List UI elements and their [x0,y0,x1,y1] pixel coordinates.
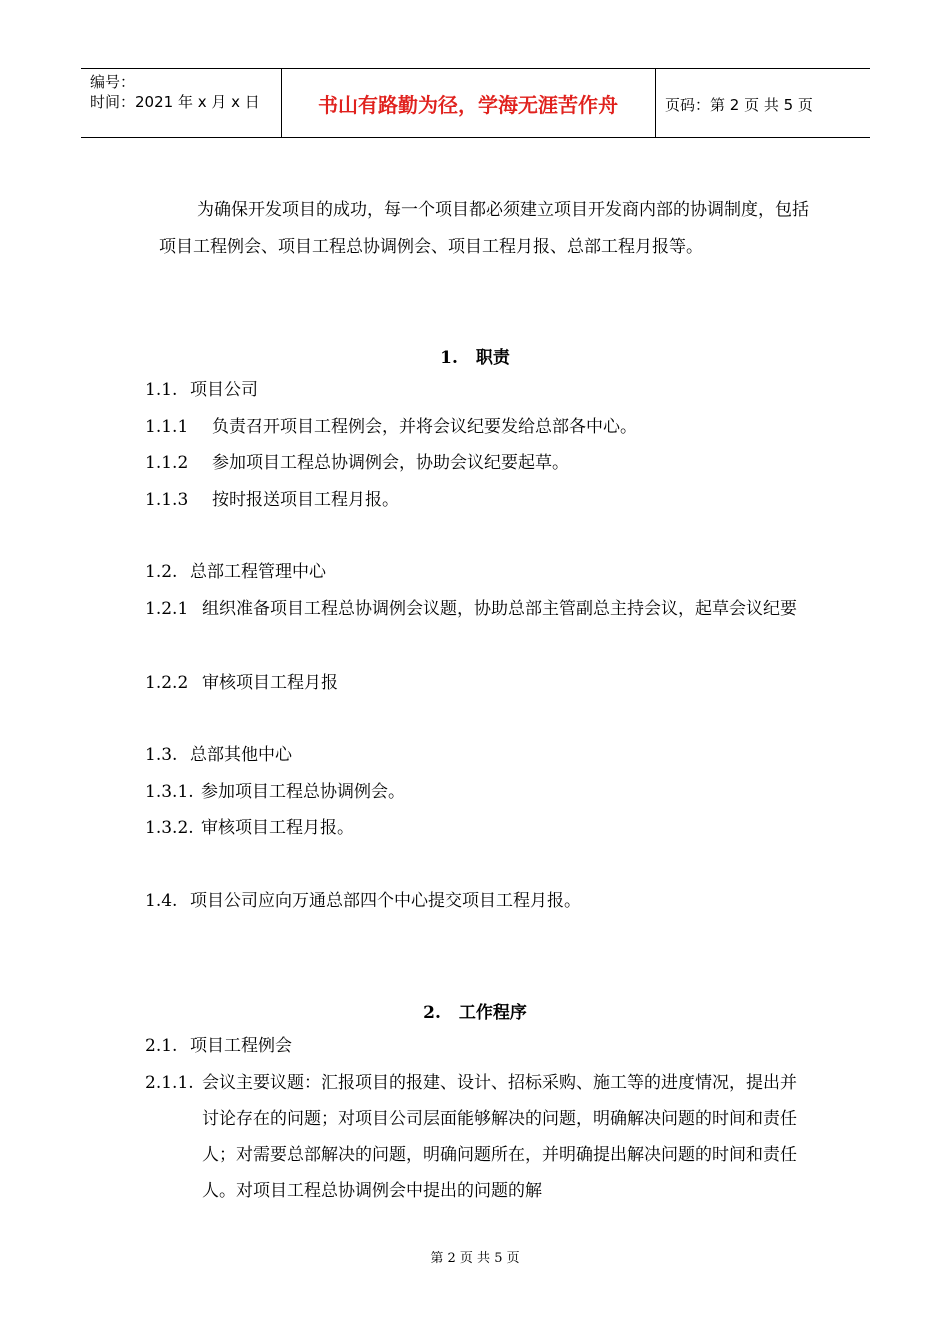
clause-text: 参加项目工程总协调例会，协助会议纪要起草。 [212,453,569,473]
clause-text: 总部其他中心 [190,745,292,765]
clause-text: 负责召开项目工程例会，并将会议纪要发给总部各中心。 [212,417,637,437]
clause-number: 1.3. [145,745,178,765]
section-1-heading [0,343,950,368]
header-page-info: 页码：第 2 页 共 5 页 [665,96,813,114]
clause-number: 1.2.2 [145,673,189,693]
section-number: 1. [440,348,458,368]
clause-number: 1.2.1 [145,599,189,619]
clause-number: 1.2. [145,562,178,582]
clause-number: 1.4. [145,891,178,911]
section-title: 工作程序 [458,1003,527,1023]
clause-number: 1.1.2 [145,453,189,473]
clause-text: 项目公司 [190,380,258,400]
clause-1-2-1-text: 组织准备项目工程总协调例会议题，协助总部主管副总主持会议，起草会议纪要 [202,599,797,619]
clause-number: 2.1. [145,1036,178,1056]
header-meta [90,72,260,112]
clause-number: 1.3.2. [145,818,194,838]
clause-1-3-1 [145,774,405,810]
clause-1-3-2 [145,810,354,846]
clause-text: 按时报送项目工程月报。 [212,490,399,510]
page-footer: 第 2 页 共 5 页 [430,1251,520,1266]
clause-1-3 [145,737,292,773]
intro-text: 为确保开发项目的成功，每一个项目都必须建立项目开发商内部的协调制度，包括项目工程例会、项目工程总协调例会、项目工程月报、总部工程月报等。 [159,200,809,257]
clause-number: 1.1.1 [145,417,189,437]
clause-text: 参加项目工程总协调例会。 [201,782,405,802]
clause-number: 1.1. [145,380,178,400]
clause-number: 2.1.1. [145,1073,194,1093]
clause-text: 审核项目工程月报 [202,673,338,693]
clause-2-1-1-number [145,1065,194,1101]
clause-1-2-1-number [145,591,188,627]
section-title: 职责 [475,348,510,368]
clause-2-1-1-text: 会议主要议题：汇报项目的报建、设计、招标采购、施工等的进度情况，提出并讨论存在的问题；对项目公司层面能够解决的问题，明确解决问题的时间和责任人；对需要总部解决的问题，明确问题所在，并明确提出解决问题的时间和责任人。对项目工程总协调例会中提出的问题的解 [202,1073,797,1201]
section-number: 2. [423,1003,441,1023]
section-2-heading [0,998,950,1023]
number-label: 编号： [90,73,136,91]
clause-text: 总部工程管理中心 [190,562,326,582]
header-divider [655,69,656,137]
clause-1-1 [145,372,258,408]
clause-text: 项目工程例会 [190,1036,292,1056]
header-motto: 书山有路勤为径，学海无涯苦作舟 [318,92,618,117]
clause-1-1-1 [145,409,637,445]
time-label: 时间：2021 年 x 月 x 日 [90,93,260,111]
clause-1-1-2 [145,445,569,481]
clause-2-1 [145,1028,292,1064]
clause-text: 项目公司应向万通总部四个中心提交项目工程月报。 [190,891,581,911]
clause-number: 1.3.1. [145,782,194,802]
clause-1-1-3 [145,482,399,518]
clause-1-4 [145,883,581,919]
clause-1-2 [145,554,326,590]
intro-paragraph [159,192,809,266]
document-header [81,68,870,138]
clause-number: 1.1.3 [145,490,189,510]
clause-text: 审核项目工程月报。 [201,818,354,838]
clause-1-2-2 [145,665,338,701]
